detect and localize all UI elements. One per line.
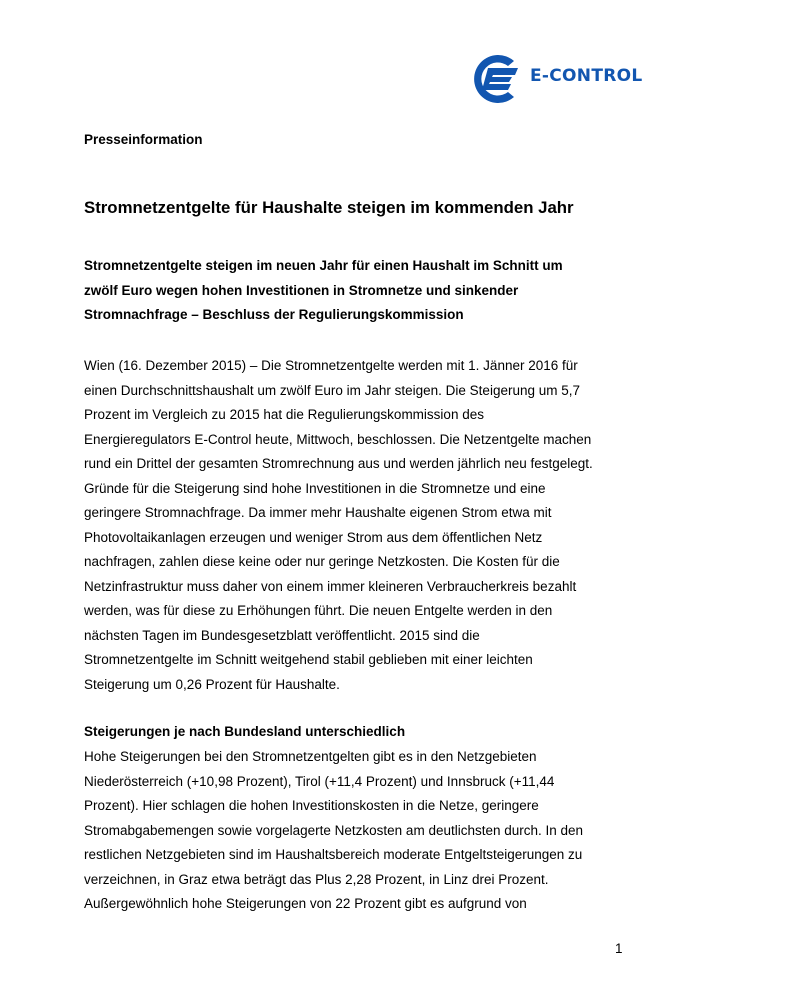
body-paragraph-1	[84, 354, 593, 697]
text-line: verzeichnen, in Graz etwa beträgt das Plus 2,28 Prozent, in Linz drei Prozent.	[84, 871, 549, 887]
text-line: Prozent). Hier schlagen die hohen Investitionskosten in die Netze, geringere	[84, 798, 539, 813]
text-line: nachfragen, zahlen diese keine oder nur geringe Netzkosten. Die Kosten für die	[84, 554, 560, 569]
e-control-logo-icon	[468, 51, 524, 107]
document-label: Presseinformation	[84, 132, 203, 147]
page-number: 1	[615, 941, 623, 956]
text-line: geringere Stromnachfrage. Da immer mehr Haushalte eigenen Strom etwa mit	[84, 505, 552, 520]
text-line: werden, was für diese zu Erhöhungen führt. Die neuen Entgelte werden in den	[84, 603, 553, 618]
text-line: Energieregulators E-Control heute, Mittwoch, beschlossen. Die Netzentgelte machen	[84, 431, 592, 447]
lead-line: Stromnachfrage – Beschluss der Regulierungskommission	[84, 307, 464, 322]
text-line: Außergewöhnlich hohe Steigerungen von 22 Prozent gibt es aufgrund von	[84, 896, 527, 911]
lead-line: Stromnetzentgelte steigen im neuen Jahr für einen Haushalt im Schnitt um	[84, 258, 563, 273]
text-line: einen Durchschnittshaushalt um zwölf Euro im Jahr steigen. Die Steigerung um 5,7	[84, 382, 580, 398]
text-line: Stromnetzentgelte im Schnitt weitgehend stabil geblieben mit einer leichten	[84, 652, 533, 667]
text-line: Prozent im Vergleich zu 2015 hat die Regulierungskommission des	[84, 407, 484, 422]
document-title: Stromnetzentgelte für Haushalte steigen im kommenden Jahr	[84, 198, 574, 217]
logo-text: E-CONTROL	[530, 66, 643, 86]
text-line: restlichen Netzgebieten sind im Haushaltsbereich moderate Entgeltsteigerungen zu	[84, 847, 583, 862]
lead-paragraph	[84, 254, 644, 328]
text-line: Netzinfrastruktur muss daher von einem immer kleineren Verbraucherkreis bezahlt	[84, 578, 577, 594]
text-line: nächsten Tagen im Bundesgesetzblatt veröffentlicht. 2015 sind die	[84, 627, 480, 643]
body-paragraph-2	[84, 745, 583, 917]
text-line: Steigerung um 0,26 Prozent für Haushalte.	[84, 676, 340, 692]
text-line: Stromabgabemengen sowie vorgelagerte Netzkosten am deutlichsten durch. In den	[84, 822, 584, 838]
lead-line: zwölf Euro wegen hohen Investitionen in Stromnetze und sinkender	[84, 282, 519, 298]
section-subheading: Steigerungen je nach Bundesland unterschiedlich	[84, 724, 406, 739]
text-line: Gründe für die Steigerung sind hohe Investitionen in die Stromnetze und eine	[84, 480, 546, 496]
text-line: Wien (16. Dezember 2015) – Die Stromnetzentgelte werden mit 1. Jänner 2016 für	[84, 358, 578, 373]
text-line: Photovoltaikanlagen erzeugen und weniger Strom aus dem öffentlichen Netz	[84, 529, 543, 545]
text-line: Hohe Steigerungen bei den Stromnetzentgelten gibt es in den Netzgebieten	[84, 749, 537, 764]
text-line: Niederösterreich (+10,98 Prozent), Tirol (+11,4 Prozent) und Innsbruck (+11,44	[84, 773, 555, 789]
text-line: rund ein Drittel der gesamten Stromrechnung aus und werden jährlich neu festgelegt.	[84, 456, 593, 471]
